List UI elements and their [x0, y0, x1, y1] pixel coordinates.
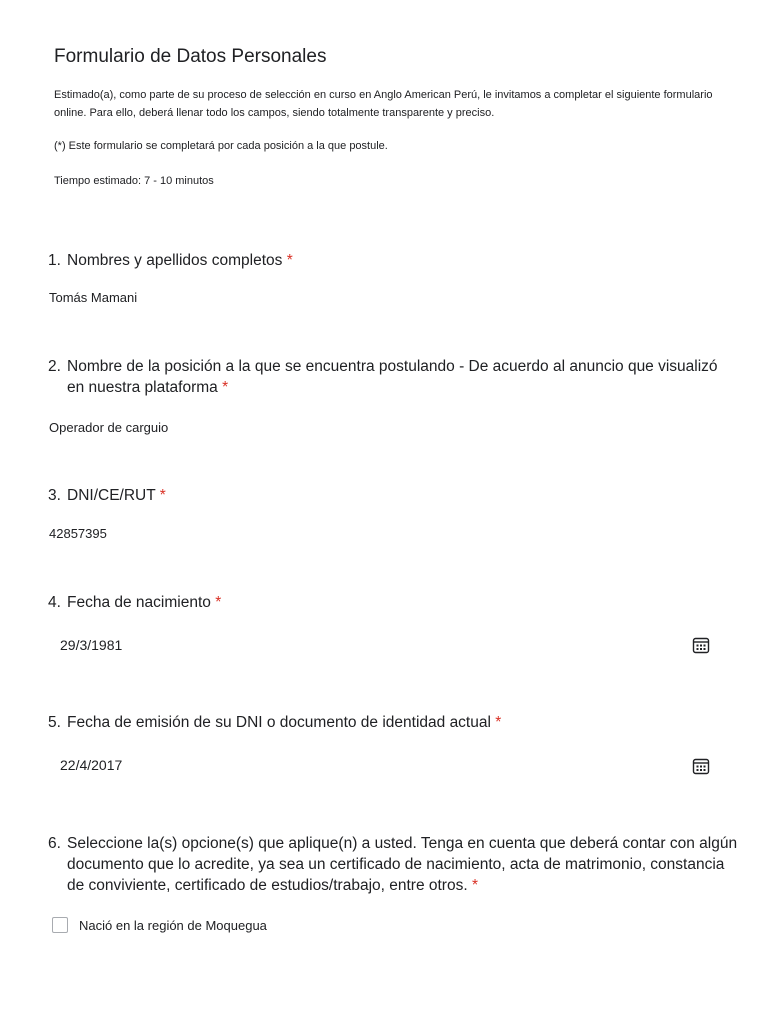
question-text: Fecha de emisión de su DNI o documento de identidad actual [67, 714, 491, 731]
time-estimate: Tiempo estimado: 7 - 10 minutos [54, 175, 214, 187]
answer-full-name[interactable]: Tomás Mamani [49, 290, 138, 305]
question-text: DNI/CE/RUT [67, 487, 156, 504]
form-title: Formulario de Datos Personales [54, 46, 327, 67]
birth-date-input[interactable]: 29/3/1981 [60, 637, 123, 653]
required-mark: * [215, 594, 222, 611]
form-intro: Estimado(a), como parte de su proceso de selección en curso en Anglo American Perú, le invitamos a completar el siguiente formulario online. Para ello, deberá llenar todo los campos, siendo totalmente transparente y preciso. [54, 89, 713, 119]
question-6 [48, 833, 738, 896]
question-2 [48, 356, 738, 398]
question-number: 2. [48, 358, 61, 375]
question-text: Nombres y apellidos completos [67, 252, 283, 269]
dni-issue-date-input[interactable]: 22/4/2017 [60, 757, 123, 773]
question-text: Fecha de nacimiento [67, 594, 211, 611]
answer-position[interactable]: Operador de carguio [49, 420, 169, 435]
question-4 [48, 592, 738, 613]
question-number: 1. [48, 252, 61, 269]
calendar-icon[interactable] [692, 636, 710, 654]
form-note: (*) Este formulario se completará por cada posición a la que postule. [54, 140, 388, 152]
required-mark: * [159, 487, 166, 504]
required-mark: * [222, 379, 229, 396]
question-number: 5. [48, 714, 61, 731]
required-mark: * [286, 252, 293, 269]
moquegua-checkbox[interactable] [52, 917, 68, 933]
question-text: Seleccione la(s) opcione(s) que aplique(n) a usted. Tenga en cuenta que deberá contar con algún documento que lo acredite, ya sea un certificado de nacimiento, acta de matrimonio, constancia de conviviente, certificado de estudios/trabajo, entre otros. [67, 835, 738, 894]
question-number: 3. [48, 487, 61, 504]
required-mark: * [495, 714, 502, 731]
question-1 [48, 250, 738, 271]
required-mark: * [471, 877, 479, 894]
question-number: 4. [48, 594, 61, 611]
question-5 [48, 712, 738, 733]
question-text: Nombre de la posición a la que se encuentra postulando - De acuerdo al anuncio que visualizó en nuestra plataforma [67, 358, 718, 396]
answer-dni[interactable]: 42857395 [49, 526, 107, 541]
question-3 [48, 485, 738, 506]
question-number: 6. [48, 835, 61, 852]
checkbox-label-moquegua: Nació en la región de Moquegua [79, 918, 267, 933]
calendar-icon[interactable] [692, 757, 710, 775]
